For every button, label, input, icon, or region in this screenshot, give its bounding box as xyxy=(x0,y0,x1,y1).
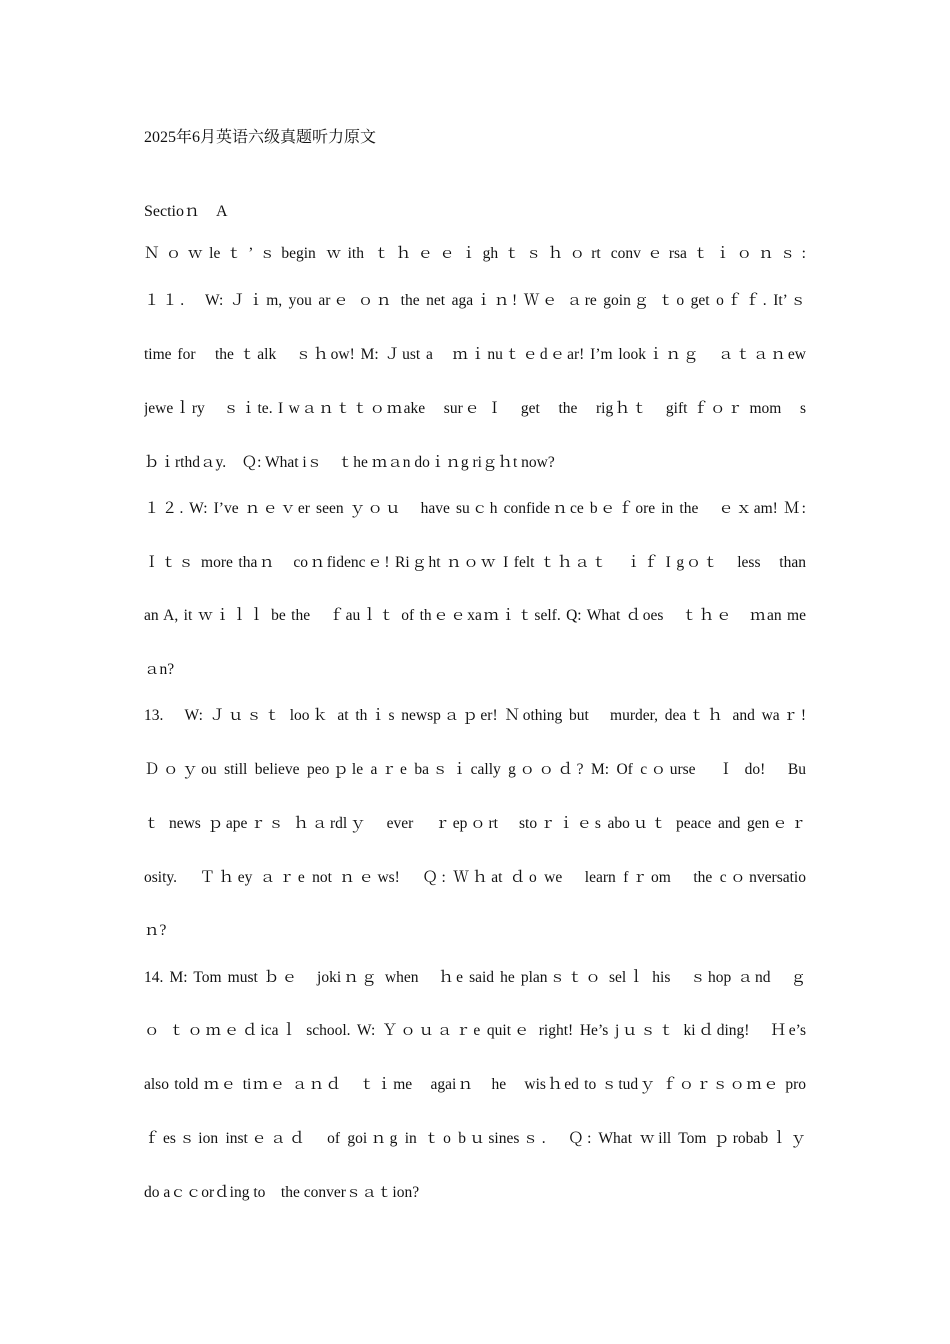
text-line: jeweｌry ｓｉte. I wａｎｔｔｏｍake surｅ Ｉ get the rigｈｔ gift ｆｏｒ mom s xyxy=(144,400,806,417)
text-line: also told ｍｅ tiｍｅ ａｎｄ ｔｉme agaiｎ he wisｈed to ｓtudｙ ｆｏｒｓｏｍｅ pro xyxy=(144,1076,806,1093)
text-line: ｏ ｔｏｍｅｄicaｌ school. W: Ｙｏｕａｒe quitｅ right! He’s jｕｓｔ kiｄding! Ｈe’s xyxy=(144,1022,806,1039)
text-line: an A, it ｗｉｌｌ be the ｆauｌｔ of thｅｅxaｍｉｔself. Q: What ｄoes ｔｈｅ ｍan me xyxy=(144,607,806,624)
text-line: １２. W: I’ve ｎｅｖer seen ｙｏｕ have suｃh confideｎce bｅｆore in the ｅｘam! Ｍ: xyxy=(144,500,806,517)
text-line: 14. M: Tom must ｂｅ jokiｎｇ when ｈe said he planｓｔｏ selｌ his ｓhop ａnd ｇ xyxy=(144,969,806,986)
text-line: time for the ｔalk ｓｈow! M: Ｊust a ｍｉnuｔｅdｅar! I’m lookｉｎｇ ａｔａｎew xyxy=(144,346,806,363)
text-line: osity. Ｔｈey ａｒe not ｎｅws! Ｑ: Ｗｈat ｄo we learn fｒom the cｏnversatio xyxy=(144,869,806,886)
text-line: Ｄｏｙou still believe peoｐle aｒe baｓｉcally gｏｏｄ? M: Of cｏurse Ｉ do! Bu xyxy=(144,761,806,778)
text-line: ｆesｓion instｅａｄ of goiｎg in ｔo bｕsinesｓ. Ｑ: What ｗill Tom ｐrobabｌｙ xyxy=(144,1130,806,1147)
document-title: 2025年6月英语六级真题听力原文 xyxy=(144,129,377,146)
text-line: ａn? xyxy=(144,661,175,678)
section-heading: Sectioｎ A xyxy=(144,203,228,220)
text-line: １１. W: Ｊｉm, you arｅ ｏｎ the net agaｉｎ! Ｗｅ ａre goinｇ ｔo get oｆｆ. It’ｓ xyxy=(144,292,806,309)
text-line: do aｃｃorｄing to the converｓａｔion? xyxy=(144,1184,420,1201)
text-line: Ｎｏｗleｔ’ｓbegin ｗith ｔｈｅｅｉghｔｓｈｏrt convｅrsaｔｉｏｎｓ: xyxy=(144,245,806,262)
text-line: 13. W: Ｊｕｓｔ looｋ at thｉs newspａｐer! Ｎothing but murder, deaｔｈ and waｒ! xyxy=(144,707,806,724)
text-line: ｂｉrthdａy. Ｑ: What iｓ ｔhe ｍａn doｉｎg riｇｈt now? xyxy=(144,454,555,471)
text-line: Ｉｔｓ more thaｎ coｎfidencｅ! Riｇht ｎｏｗ I felt ｔｈａｔ ｉｆ I gｏｔ less than xyxy=(144,554,806,571)
text-line: ｔ news ｐapeｒｓ ｈａrdlｙ ever ｒepｏrt stoｒｉｅs aboｕｔ peace and genｅｒ xyxy=(144,815,806,832)
text-line: ｎ? xyxy=(144,922,167,939)
